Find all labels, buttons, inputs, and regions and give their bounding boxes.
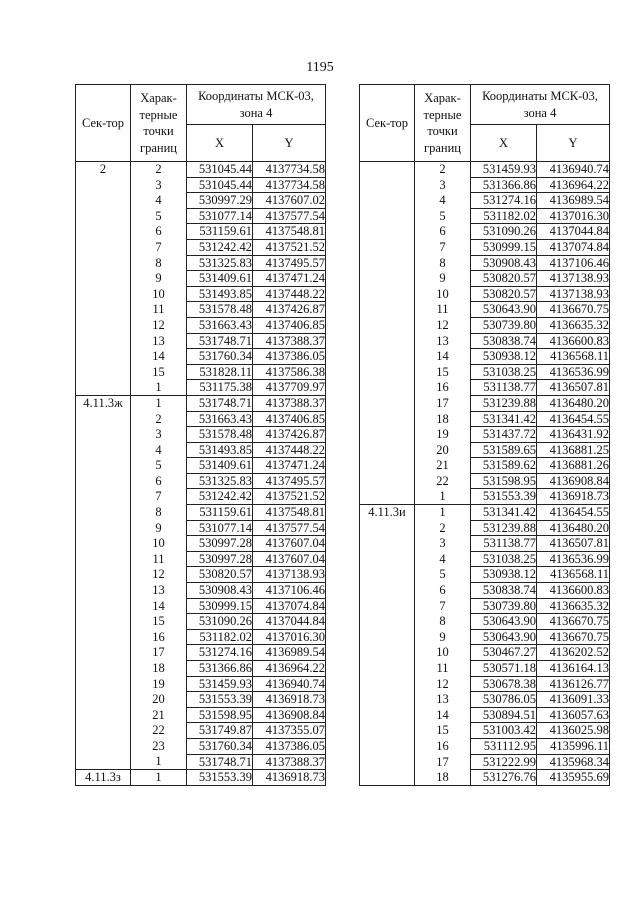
y-coordinate-cell: 4137044.84 xyxy=(537,224,610,240)
header-sector: Сек-тор xyxy=(76,85,131,162)
x-coordinate-cell: 531589.65 xyxy=(471,442,537,458)
y-coordinate-cell: 4135996.11 xyxy=(537,738,610,754)
y-coordinate-cell: 4137734.58 xyxy=(253,177,326,193)
y-coordinate-cell: 4136431.92 xyxy=(537,427,610,443)
y-coordinate-cell: 4136635.32 xyxy=(537,317,610,333)
x-coordinate-cell: 530643.90 xyxy=(471,302,537,318)
x-coordinate-cell: 530997.28 xyxy=(187,551,253,567)
point-number-cell: 15 xyxy=(131,614,187,630)
point-number-cell: 10 xyxy=(415,645,471,661)
y-coordinate-cell: 4137577.54 xyxy=(253,520,326,536)
x-coordinate-cell: 530997.29 xyxy=(187,193,253,209)
point-number-cell: 22 xyxy=(131,723,187,739)
x-coordinate-cell: 531553.39 xyxy=(471,489,537,505)
point-number-cell: 2 xyxy=(415,520,471,536)
x-coordinate-cell: 531045.44 xyxy=(187,177,253,193)
point-number-cell: 3 xyxy=(415,536,471,552)
y-coordinate-cell: 4136670.75 xyxy=(537,614,610,630)
x-coordinate-cell: 531459.93 xyxy=(471,162,537,178)
y-coordinate-cell: 4136940.74 xyxy=(253,676,326,692)
x-coordinate-cell: 530938.12 xyxy=(471,349,537,365)
x-coordinate-cell: 531748.71 xyxy=(187,754,253,770)
y-coordinate-cell: 4137074.84 xyxy=(253,598,326,614)
x-coordinate-cell: 530997.28 xyxy=(187,536,253,552)
y-coordinate-cell: 4137471.24 xyxy=(253,458,326,474)
y-coordinate-cell: 4137471.24 xyxy=(253,271,326,287)
y-coordinate-cell: 4137074.84 xyxy=(537,239,610,255)
point-number-cell: 18 xyxy=(415,411,471,427)
y-coordinate-cell: 4136536.99 xyxy=(537,551,610,567)
point-number-cell: 7 xyxy=(131,489,187,505)
y-coordinate-cell: 4137138.93 xyxy=(253,567,326,583)
y-coordinate-cell: 4136507.81 xyxy=(537,380,610,396)
point-number-cell: 2 xyxy=(415,162,471,178)
y-coordinate-cell: 4136635.32 xyxy=(537,598,610,614)
x-coordinate-cell: 531239.88 xyxy=(471,395,537,411)
x-coordinate-cell: 531239.88 xyxy=(471,520,537,536)
point-number-cell: 17 xyxy=(131,645,187,661)
x-coordinate-cell: 531077.14 xyxy=(187,520,253,536)
y-coordinate-cell: 4137607.04 xyxy=(253,551,326,567)
x-coordinate-cell: 531090.26 xyxy=(471,224,537,240)
point-number-cell: 10 xyxy=(131,286,187,302)
point-number-cell: 11 xyxy=(415,302,471,318)
point-number-cell: 7 xyxy=(131,239,187,255)
x-coordinate-cell: 530999.15 xyxy=(471,239,537,255)
point-number-cell: 6 xyxy=(415,583,471,599)
point-number-cell: 5 xyxy=(131,208,187,224)
y-coordinate-cell: 4137734.58 xyxy=(253,162,326,178)
y-coordinate-cell: 4136091.33 xyxy=(537,692,610,708)
x-coordinate-cell: 530820.57 xyxy=(471,271,537,287)
sector-group xyxy=(76,395,326,769)
x-coordinate-cell: 531077.14 xyxy=(187,208,253,224)
point-number-cell: 5 xyxy=(131,458,187,474)
point-number-cell: 8 xyxy=(131,505,187,521)
x-coordinate-cell: 531276.76 xyxy=(471,770,537,786)
table-row xyxy=(360,162,610,178)
point-number-cell: 6 xyxy=(415,224,471,240)
x-coordinate-cell: 530786.05 xyxy=(471,692,537,708)
y-coordinate-cell: 4137548.81 xyxy=(253,224,326,240)
header-coordinates: Координаты МСК-03, зона 4 xyxy=(471,85,610,125)
y-coordinate-cell: 4136918.73 xyxy=(253,692,326,708)
x-coordinate-cell: 530820.57 xyxy=(471,286,537,302)
x-coordinate-cell: 531578.48 xyxy=(187,302,253,318)
x-coordinate-cell: 530467.27 xyxy=(471,645,537,661)
header-y: Y xyxy=(537,125,610,162)
y-coordinate-cell: 4137586.38 xyxy=(253,364,326,380)
x-coordinate-cell: 531748.71 xyxy=(187,395,253,411)
x-coordinate-cell: 530999.15 xyxy=(187,598,253,614)
y-coordinate-cell: 4137406.85 xyxy=(253,317,326,333)
header-y: Y xyxy=(253,125,326,162)
y-coordinate-cell: 4136964.22 xyxy=(537,177,610,193)
x-coordinate-cell: 531325.83 xyxy=(187,255,253,271)
x-coordinate-cell: 531748.71 xyxy=(187,333,253,349)
point-number-cell: 3 xyxy=(131,427,187,443)
y-coordinate-cell: 4136989.54 xyxy=(537,193,610,209)
point-number-cell: 19 xyxy=(415,427,471,443)
y-coordinate-cell: 4137044.84 xyxy=(253,614,326,630)
y-coordinate-cell: 4137426.87 xyxy=(253,302,326,318)
page-number: 1195 xyxy=(306,60,334,75)
point-number-cell: 20 xyxy=(415,442,471,458)
x-coordinate-cell: 531159.61 xyxy=(187,224,253,240)
y-coordinate-cell: 4136600.83 xyxy=(537,333,610,349)
point-number-cell: 19 xyxy=(131,676,187,692)
x-coordinate-cell: 531366.86 xyxy=(471,177,537,193)
point-number-cell: 13 xyxy=(415,692,471,708)
point-number-cell: 23 xyxy=(131,738,187,754)
point-number-cell: 12 xyxy=(415,676,471,692)
x-coordinate-cell: 531341.42 xyxy=(471,411,537,427)
point-number-cell: 1 xyxy=(131,754,187,770)
point-number-cell: 9 xyxy=(415,271,471,287)
point-number-cell: 15 xyxy=(415,723,471,739)
y-coordinate-cell: 4137106.46 xyxy=(537,255,610,271)
point-number-cell: 4 xyxy=(415,193,471,209)
y-coordinate-cell: 4135968.34 xyxy=(537,754,610,770)
point-number-cell: 3 xyxy=(131,177,187,193)
x-coordinate-cell: 531663.43 xyxy=(187,411,253,427)
y-coordinate-cell: 4136568.11 xyxy=(537,567,610,583)
y-coordinate-cell: 4136126.77 xyxy=(537,676,610,692)
point-number-cell: 12 xyxy=(131,567,187,583)
x-coordinate-cell: 531366.86 xyxy=(187,661,253,677)
y-coordinate-cell: 4137448.22 xyxy=(253,286,326,302)
x-coordinate-cell: 531760.34 xyxy=(187,738,253,754)
y-coordinate-cell: 4137709.97 xyxy=(253,380,326,396)
table-row xyxy=(76,395,326,411)
point-number-cell: 9 xyxy=(131,271,187,287)
y-coordinate-cell: 4136918.73 xyxy=(537,489,610,505)
y-coordinate-cell: 4137386.05 xyxy=(253,349,326,365)
point-number-cell: 5 xyxy=(415,567,471,583)
point-number-cell: 20 xyxy=(131,692,187,708)
y-coordinate-cell: 4137355.07 xyxy=(253,723,326,739)
header-coordinates: Координаты МСК-03, зона 4 xyxy=(187,85,326,125)
sector-group xyxy=(360,505,610,786)
header-x: X xyxy=(471,125,537,162)
y-coordinate-cell: 4137016.30 xyxy=(253,629,326,645)
x-coordinate-cell: 530820.57 xyxy=(187,567,253,583)
y-coordinate-cell: 4136568.11 xyxy=(537,349,610,365)
point-number-cell: 18 xyxy=(415,770,471,786)
x-coordinate-cell: 531182.02 xyxy=(187,629,253,645)
point-number-cell: 8 xyxy=(415,614,471,630)
x-coordinate-cell: 531598.95 xyxy=(187,707,253,723)
y-coordinate-cell: 4136025.98 xyxy=(537,723,610,739)
point-number-cell: 14 xyxy=(131,349,187,365)
sector-group xyxy=(76,770,326,786)
y-coordinate-cell: 4137577.54 xyxy=(253,208,326,224)
x-coordinate-cell: 531242.42 xyxy=(187,489,253,505)
x-coordinate-cell: 531112.95 xyxy=(471,738,537,754)
y-coordinate-cell: 4137495.57 xyxy=(253,255,326,271)
point-number-cell: 22 xyxy=(415,473,471,489)
point-number-cell: 14 xyxy=(131,598,187,614)
x-coordinate-cell: 530938.12 xyxy=(471,567,537,583)
x-coordinate-cell: 531182.02 xyxy=(471,208,537,224)
point-number-cell: 1 xyxy=(131,770,187,786)
x-coordinate-cell: 531274.16 xyxy=(187,645,253,661)
y-coordinate-cell: 4136507.81 xyxy=(537,536,610,552)
x-coordinate-cell: 531138.77 xyxy=(471,536,537,552)
y-coordinate-cell: 4136202.52 xyxy=(537,645,610,661)
point-number-cell: 7 xyxy=(415,239,471,255)
x-coordinate-cell: 530739.80 xyxy=(471,598,537,614)
x-coordinate-cell: 531459.93 xyxy=(187,676,253,692)
point-number-cell: 8 xyxy=(131,255,187,271)
y-coordinate-cell: 4137495.57 xyxy=(253,473,326,489)
header-sector: Сек-тор xyxy=(360,85,415,162)
point-number-cell: 17 xyxy=(415,395,471,411)
point-number-cell: 11 xyxy=(415,661,471,677)
y-coordinate-cell: 4137386.05 xyxy=(253,738,326,754)
point-number-cell: 1 xyxy=(415,489,471,505)
point-number-cell: 2 xyxy=(131,162,187,178)
header-x: X xyxy=(187,125,253,162)
point-number-cell: 6 xyxy=(131,473,187,489)
y-coordinate-cell: 4137448.22 xyxy=(253,442,326,458)
point-number-cell: 9 xyxy=(131,520,187,536)
x-coordinate-cell: 531760.34 xyxy=(187,349,253,365)
point-number-cell: 14 xyxy=(415,707,471,723)
sector-group xyxy=(360,162,610,505)
point-number-cell: 12 xyxy=(415,317,471,333)
point-number-cell: 3 xyxy=(415,177,471,193)
x-coordinate-cell: 531589.62 xyxy=(471,458,537,474)
coordinates-table-left xyxy=(75,84,326,786)
y-coordinate-cell: 4136918.73 xyxy=(253,770,326,786)
x-coordinate-cell: 531045.44 xyxy=(187,162,253,178)
sector-cell: 4.11.3ж xyxy=(76,395,131,769)
y-coordinate-cell: 4136964.22 xyxy=(253,661,326,677)
y-coordinate-cell: 4136908.84 xyxy=(537,473,610,489)
point-number-cell: 10 xyxy=(131,536,187,552)
x-coordinate-cell: 531325.83 xyxy=(187,473,253,489)
y-coordinate-cell: 4137138.93 xyxy=(537,286,610,302)
y-coordinate-cell: 4136881.25 xyxy=(537,442,610,458)
y-coordinate-cell: 4137521.52 xyxy=(253,489,326,505)
x-coordinate-cell: 531578.48 xyxy=(187,427,253,443)
point-number-cell: 6 xyxy=(131,224,187,240)
x-coordinate-cell: 531341.42 xyxy=(471,505,537,521)
point-number-cell: 4 xyxy=(131,442,187,458)
x-coordinate-cell: 531553.39 xyxy=(187,770,253,786)
y-coordinate-cell: 4136989.54 xyxy=(253,645,326,661)
sector-cell: 4.11.3и xyxy=(360,505,415,786)
point-number-cell: 18 xyxy=(131,661,187,677)
x-coordinate-cell: 531003.42 xyxy=(471,723,537,739)
y-coordinate-cell: 4136940.74 xyxy=(537,162,610,178)
x-coordinate-cell: 530739.80 xyxy=(471,317,537,333)
x-coordinate-cell: 530838.74 xyxy=(471,583,537,599)
x-coordinate-cell: 531038.25 xyxy=(471,551,537,567)
point-number-cell: 4 xyxy=(415,551,471,567)
y-coordinate-cell: 4136480.20 xyxy=(537,395,610,411)
y-coordinate-cell: 4137521.52 xyxy=(253,239,326,255)
point-number-cell: 21 xyxy=(415,458,471,474)
x-coordinate-cell: 530678.38 xyxy=(471,676,537,692)
x-coordinate-cell: 531409.61 xyxy=(187,458,253,474)
y-coordinate-cell: 4135955.69 xyxy=(537,770,610,786)
point-number-cell: 5 xyxy=(415,208,471,224)
x-coordinate-cell: 530643.90 xyxy=(471,614,537,630)
point-number-cell: 9 xyxy=(415,629,471,645)
x-coordinate-cell: 530571.18 xyxy=(471,661,537,677)
point-number-cell: 15 xyxy=(415,364,471,380)
coordinates-table-right xyxy=(359,84,610,786)
x-coordinate-cell: 531274.16 xyxy=(471,193,537,209)
y-coordinate-cell: 4137138.93 xyxy=(537,271,610,287)
point-number-cell: 16 xyxy=(415,380,471,396)
sector-cell: 2 xyxy=(76,162,131,396)
x-coordinate-cell: 531493.85 xyxy=(187,442,253,458)
x-coordinate-cell: 531437.72 xyxy=(471,427,537,443)
x-coordinate-cell: 531553.39 xyxy=(187,692,253,708)
table-row xyxy=(360,505,610,521)
y-coordinate-cell: 4137548.81 xyxy=(253,505,326,521)
point-number-cell: 11 xyxy=(131,302,187,318)
y-coordinate-cell: 4137406.85 xyxy=(253,411,326,427)
y-coordinate-cell: 4137426.87 xyxy=(253,427,326,443)
point-number-cell: 1 xyxy=(415,505,471,521)
point-number-cell: 21 xyxy=(131,707,187,723)
y-coordinate-cell: 4137106.46 xyxy=(253,583,326,599)
point-number-cell: 2 xyxy=(131,411,187,427)
x-coordinate-cell: 531493.85 xyxy=(187,286,253,302)
sector-cell xyxy=(360,162,415,505)
point-number-cell: 13 xyxy=(415,333,471,349)
table-row xyxy=(76,770,326,786)
point-number-cell: 4 xyxy=(131,193,187,209)
point-number-cell: 1 xyxy=(131,395,187,411)
y-coordinate-cell: 4137016.30 xyxy=(537,208,610,224)
y-coordinate-cell: 4136881.26 xyxy=(537,458,610,474)
x-coordinate-cell: 531828.11 xyxy=(187,364,253,380)
x-coordinate-cell: 531159.61 xyxy=(187,505,253,521)
header-boundary-points: Харак-терные точки границ xyxy=(131,85,187,162)
y-coordinate-cell: 4136536.99 xyxy=(537,364,610,380)
y-coordinate-cell: 4136454.55 xyxy=(537,411,610,427)
y-coordinate-cell: 4137607.04 xyxy=(253,536,326,552)
x-coordinate-cell: 531409.61 xyxy=(187,271,253,287)
x-coordinate-cell: 530908.43 xyxy=(471,255,537,271)
point-number-cell: 1 xyxy=(131,380,187,396)
point-number-cell: 16 xyxy=(131,629,187,645)
point-number-cell: 16 xyxy=(415,738,471,754)
x-coordinate-cell: 531038.25 xyxy=(471,364,537,380)
y-coordinate-cell: 4136600.83 xyxy=(537,583,610,599)
x-coordinate-cell: 530908.43 xyxy=(187,583,253,599)
sector-group xyxy=(76,162,326,396)
y-coordinate-cell: 4136908.84 xyxy=(253,707,326,723)
point-number-cell: 15 xyxy=(131,364,187,380)
point-number-cell: 7 xyxy=(415,598,471,614)
point-number-cell: 14 xyxy=(415,349,471,365)
y-coordinate-cell: 4136164.13 xyxy=(537,661,610,677)
x-coordinate-cell: 530838.74 xyxy=(471,333,537,349)
table-row xyxy=(76,162,326,178)
x-coordinate-cell: 530643.90 xyxy=(471,629,537,645)
header-boundary-points: Харак-терные точки границ xyxy=(415,85,471,162)
x-coordinate-cell: 531175.38 xyxy=(187,380,253,396)
point-number-cell: 12 xyxy=(131,317,187,333)
y-coordinate-cell: 4137388.37 xyxy=(253,754,326,770)
point-number-cell: 13 xyxy=(131,333,187,349)
y-coordinate-cell: 4137388.37 xyxy=(253,395,326,411)
x-coordinate-cell: 531749.87 xyxy=(187,723,253,739)
sector-cell: 4.11.3з xyxy=(76,770,131,786)
point-number-cell: 8 xyxy=(415,255,471,271)
x-coordinate-cell: 531242.42 xyxy=(187,239,253,255)
y-coordinate-cell: 4137607.02 xyxy=(253,193,326,209)
x-coordinate-cell: 531663.43 xyxy=(187,317,253,333)
x-coordinate-cell: 531138.77 xyxy=(471,380,537,396)
x-coordinate-cell: 530894.51 xyxy=(471,707,537,723)
y-coordinate-cell: 4136480.20 xyxy=(537,520,610,536)
y-coordinate-cell: 4136670.75 xyxy=(537,302,610,318)
x-coordinate-cell: 531598.95 xyxy=(471,473,537,489)
y-coordinate-cell: 4136670.75 xyxy=(537,629,610,645)
point-number-cell: 17 xyxy=(415,754,471,770)
y-coordinate-cell: 4136454.55 xyxy=(537,505,610,521)
y-coordinate-cell: 4136057.63 xyxy=(537,707,610,723)
x-coordinate-cell: 531222.99 xyxy=(471,754,537,770)
point-number-cell: 10 xyxy=(415,286,471,302)
y-coordinate-cell: 4137388.37 xyxy=(253,333,326,349)
x-coordinate-cell: 531090.26 xyxy=(187,614,253,630)
point-number-cell: 11 xyxy=(131,551,187,567)
point-number-cell: 13 xyxy=(131,583,187,599)
